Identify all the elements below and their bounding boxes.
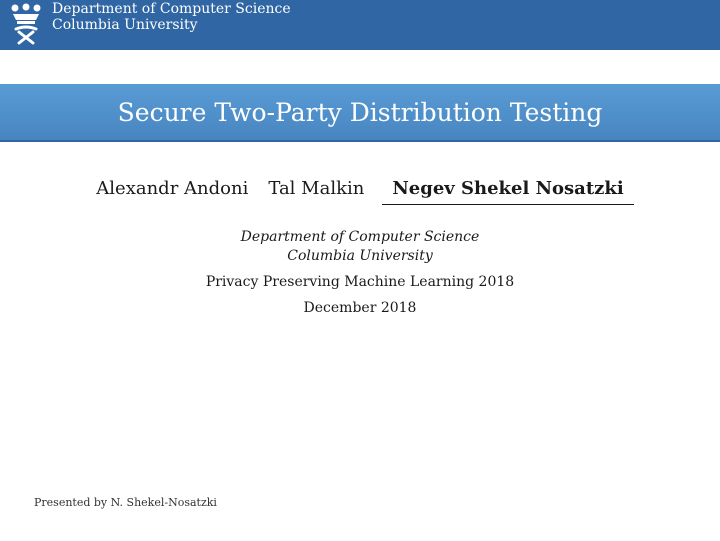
author-andoni: Alexandr Andoni [96,178,249,199]
header-bar [0,0,720,50]
author-presenter: Negev Shekel Nosatzki [382,178,633,205]
affiliation-university: Columbia University [287,248,433,264]
date: December 2018 [303,300,417,316]
author-malkin: Tal Malkin [268,178,365,199]
header-dept: Department of Computer Science [52,1,291,17]
slide-title: Secure Two-Party Distribution Testing [117,97,603,127]
header-affiliation [52,1,291,33]
venue: Privacy Preserving Machine Learning 2018 [205,274,515,290]
columbia-crown-logo-icon [8,2,44,46]
header-university: Columbia University [52,17,198,33]
affiliation-dept: Department of Computer Science [240,229,480,245]
presented-by-footer: Presented by N. Shekel-Nosatzki [34,496,217,509]
title-bar [0,84,720,142]
author-list [0,178,720,205]
